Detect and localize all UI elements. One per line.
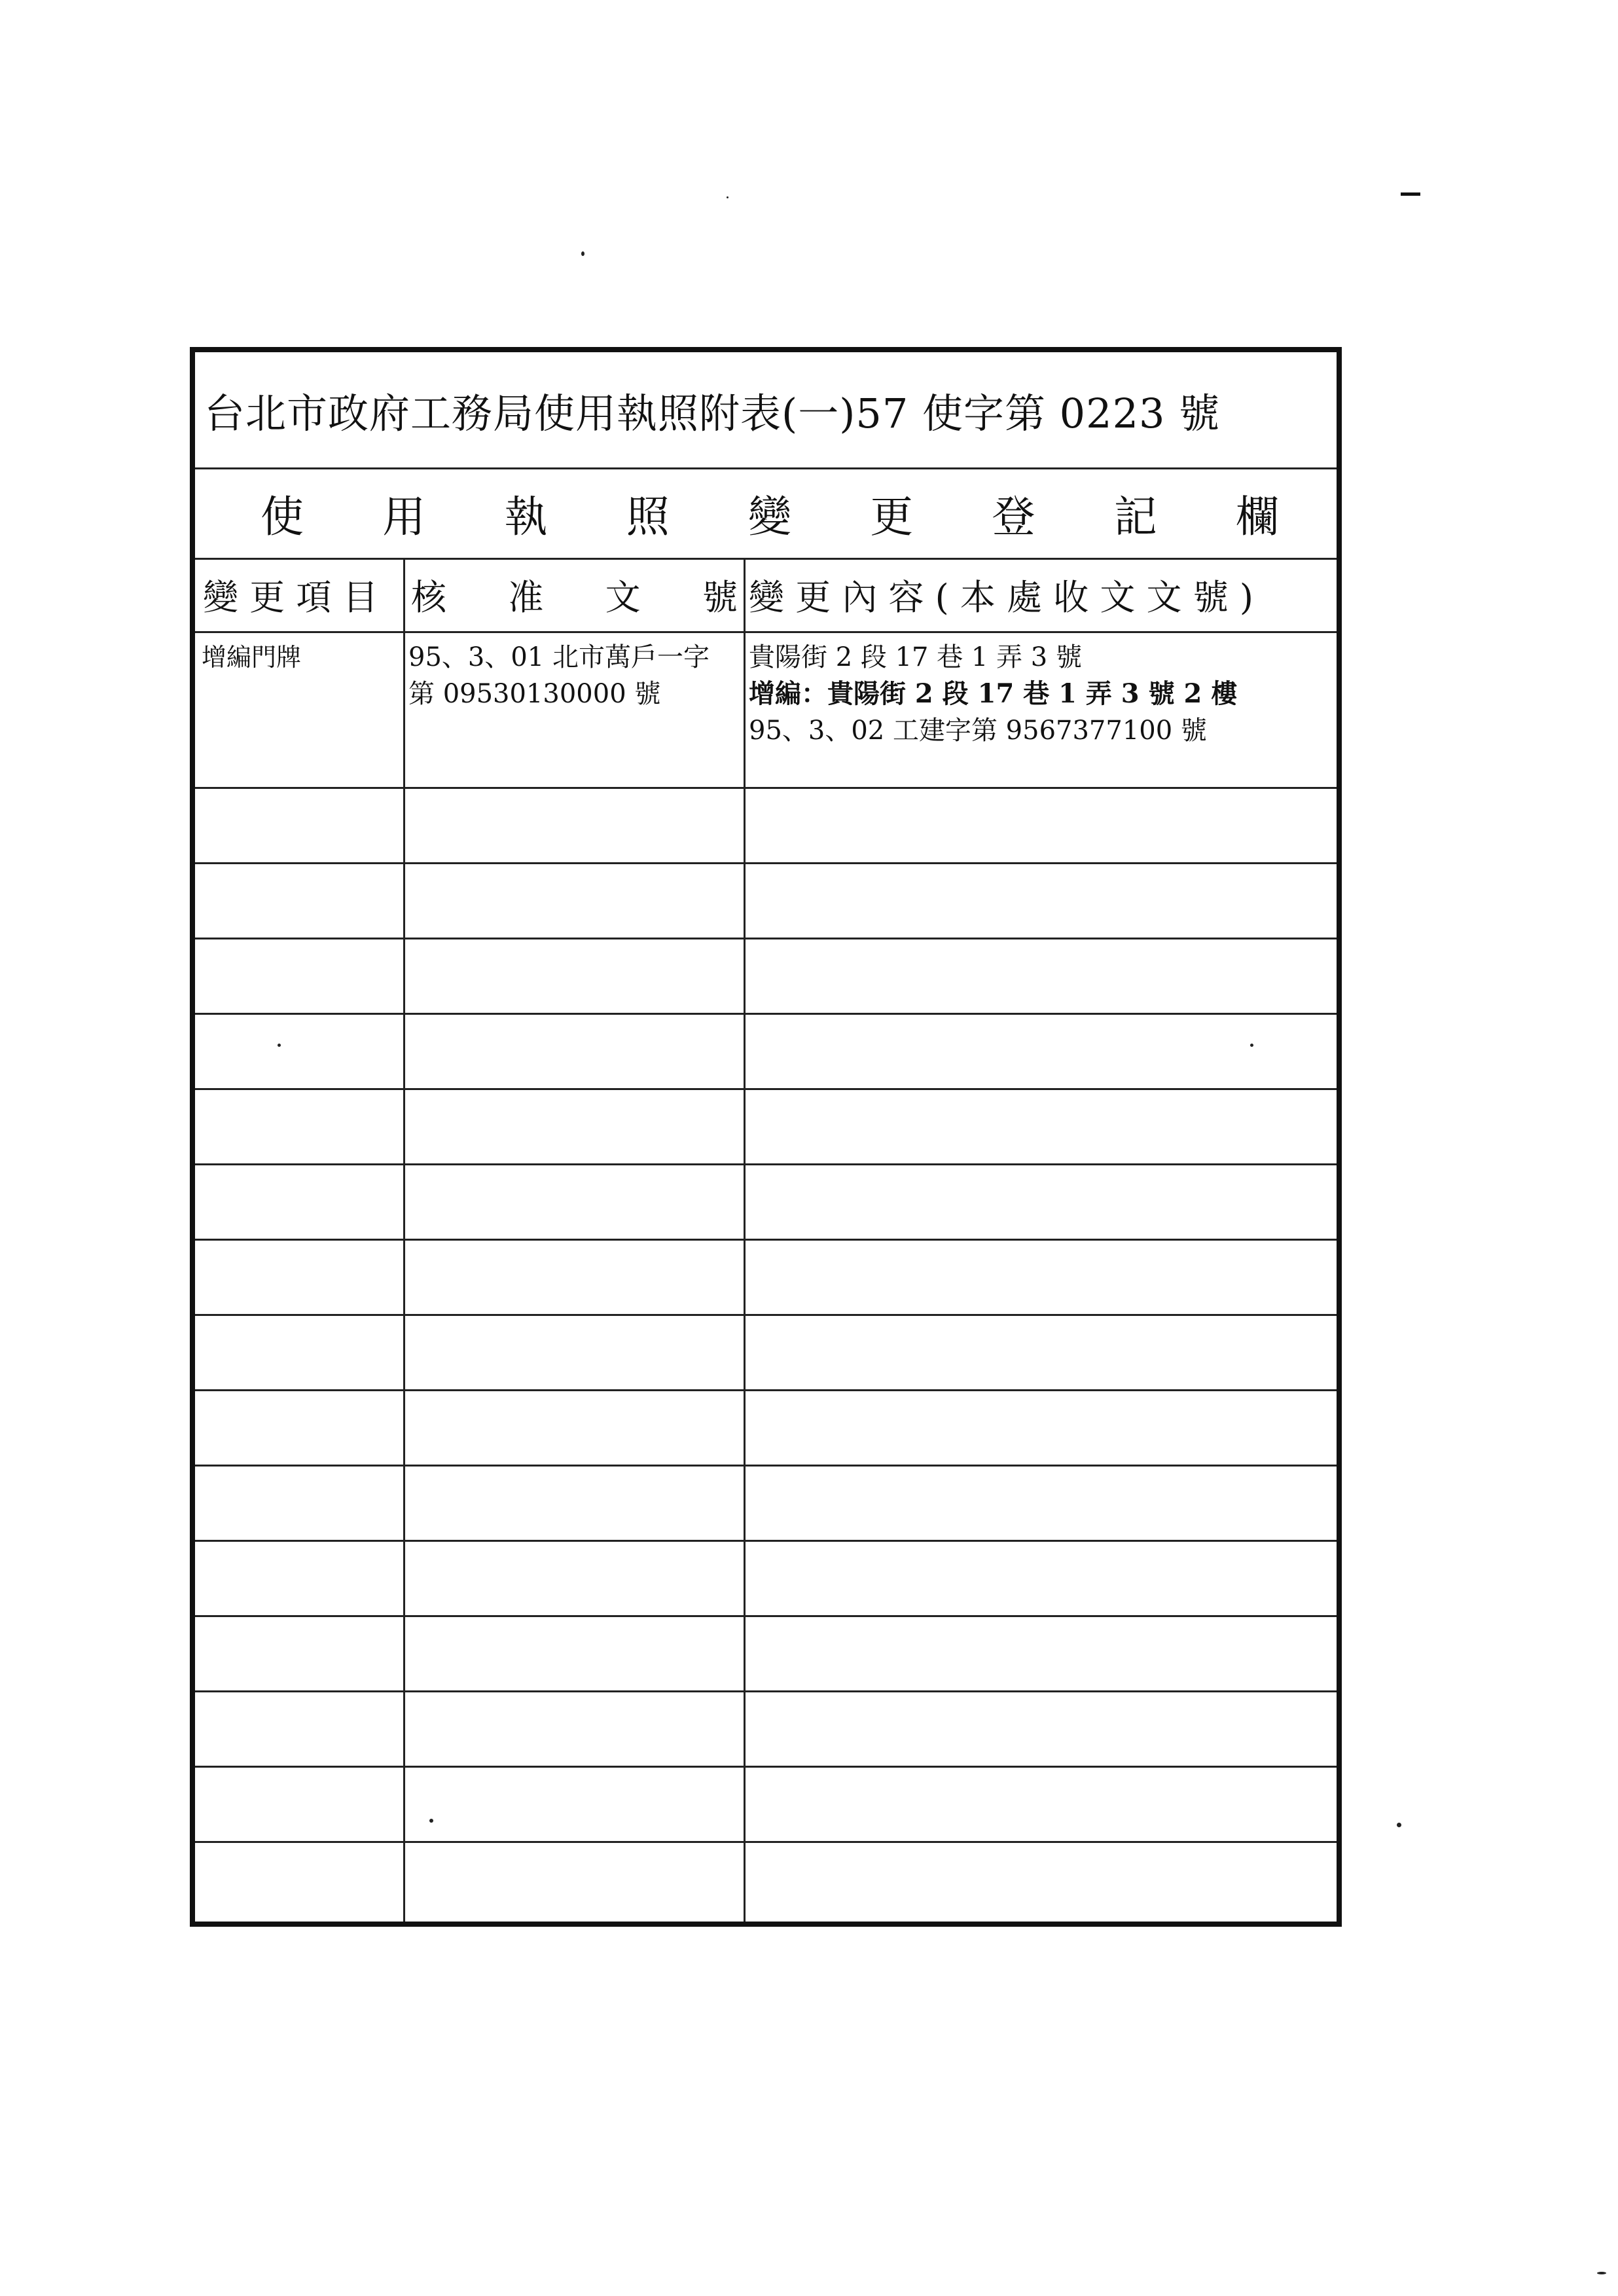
- change-registration-form: [190, 347, 1342, 1927]
- heading-char: 執: [504, 491, 548, 542]
- row-divider: [195, 631, 1337, 633]
- scan-speck: [727, 196, 728, 198]
- heading-char: 更: [870, 491, 914, 542]
- heading-char: 使: [261, 491, 304, 542]
- scan-speck: [429, 1819, 433, 1823]
- row-content-line-2: 增編：貴陽街 2 段 17 巷 1 弄 3 號 2 樓: [749, 678, 1238, 709]
- heading-char: 記: [1113, 491, 1157, 542]
- scan-mark-dash: [1401, 192, 1420, 196]
- row-approval-line-1: 95、3、01 北市萬戶一字: [408, 642, 710, 672]
- row-change-item: 增編門牌: [202, 643, 302, 672]
- header-approval-char: 准: [508, 576, 544, 618]
- row-divider: [195, 1465, 1337, 1467]
- row-divider: [195, 1239, 1337, 1241]
- row-divider: [195, 1013, 1337, 1015]
- heading-char: 照: [626, 491, 670, 542]
- scan-speck: [278, 1044, 281, 1047]
- header-change-item: 變 更 項 目: [203, 576, 378, 618]
- row-divider: [195, 1314, 1337, 1316]
- header-change-content: 變 更 內 容 ( 本 處 收 文 文 號 ): [749, 576, 1253, 618]
- header-approval-number: [408, 558, 739, 631]
- scan-speck: [581, 251, 584, 256]
- heading-char: 欄: [1236, 491, 1279, 542]
- row-divider: [195, 1841, 1337, 1843]
- row-divider: [195, 1766, 1337, 1768]
- row-divider: [195, 938, 1337, 939]
- scan-speck: [1397, 1823, 1401, 1827]
- row-divider: [195, 1540, 1337, 1542]
- heading-char: 用: [382, 491, 426, 542]
- row-approval-line-2: 第 09530130000 號: [408, 679, 661, 709]
- scan-speck: [1597, 2272, 1606, 2274]
- row-divider: [195, 1389, 1337, 1391]
- form-title: 台北市政府工務局使用執照附表(一)57 使字第 0223 號: [195, 352, 1337, 469]
- row-content-line-1: 貴陽街 2 段 17 巷 1 弄 3 號: [749, 642, 1082, 672]
- header-approval-char: 核: [411, 576, 446, 618]
- row-divider: [195, 1690, 1337, 1692]
- change-table: [195, 558, 1337, 1922]
- row-divider: [195, 1163, 1337, 1165]
- row-divider: [195, 1615, 1337, 1617]
- row-divider: [195, 1088, 1337, 1090]
- section-heading: [195, 467, 1337, 560]
- scan-speck: [1250, 1044, 1253, 1047]
- heading-char: 登: [992, 491, 1035, 542]
- header-approval-char: 文: [605, 576, 641, 618]
- row-content-line-3: 95、3、02 工建字第 9567377100 號: [749, 716, 1207, 746]
- row-divider: [195, 787, 1337, 789]
- header-approval-char: 號: [702, 576, 738, 618]
- heading-char: 變: [748, 491, 791, 542]
- row-divider: [195, 862, 1337, 864]
